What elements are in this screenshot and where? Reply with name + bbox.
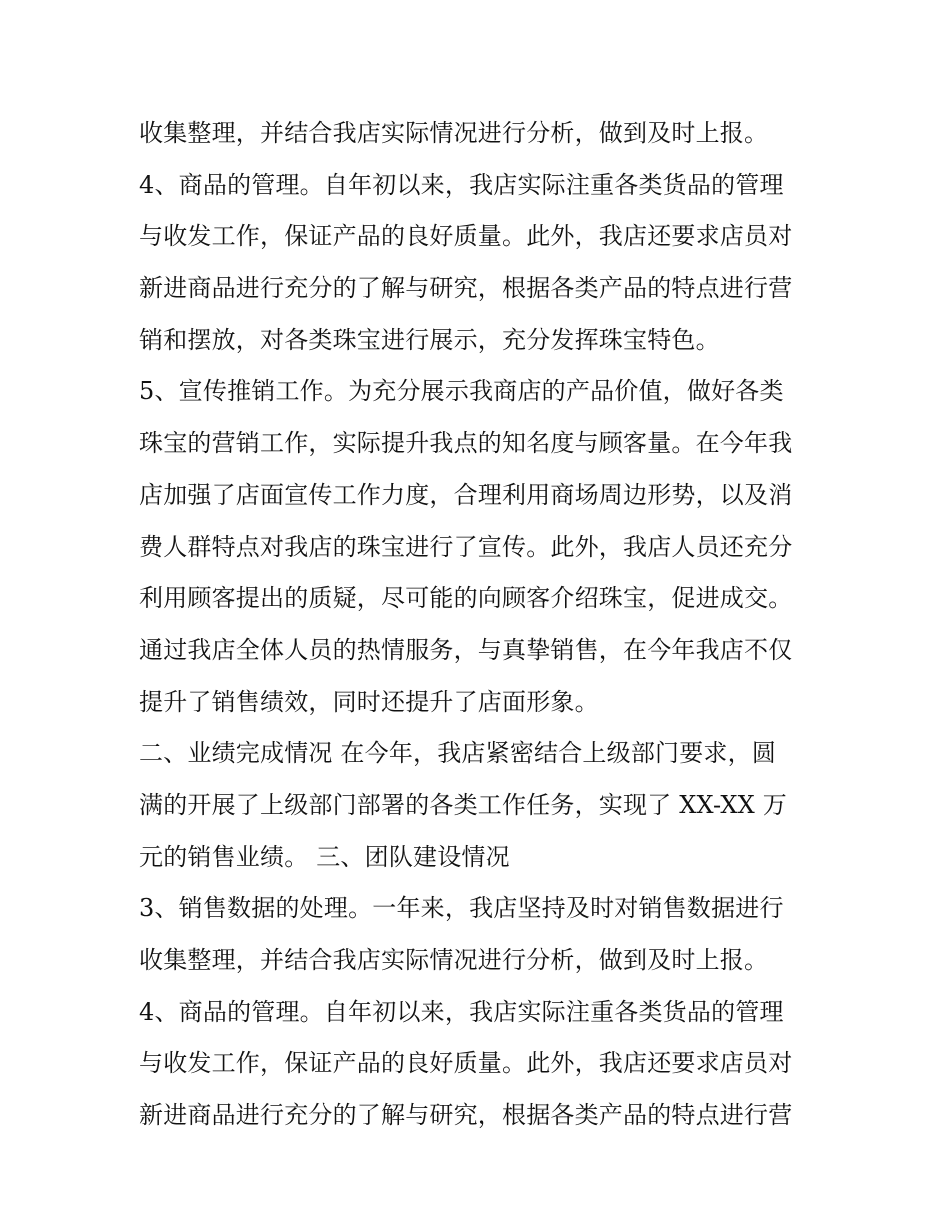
text-line: 与收发工作，保证产品的良好质量。此外，我店还要求店员对 [139,1049,793,1078]
text-line: 通过我店全体人员的热情服务，与真挚销售，在今年我店不仅 [139,635,793,664]
text-line: 4、商品的管理。自年初以来，我店实际注重各类货品的管理 [139,170,784,199]
text-line: 收集整理，并结合我店实际情况进行分析，做到及时上报。 [139,946,769,974]
text-line: 4、商品的管理。自年初以来，我店实际注重各类货品的管理 [139,997,784,1026]
text-line: 与收发工作，保证产品的良好质量。此外，我店还要求店员对 [139,222,793,251]
text-line: 珠宝的营销工作，实际提升我点的知名度与顾客量。在今年我 [139,429,793,458]
text-line: 满的开展了上级部门部署的各类工作任务，实现了 XX-XX 万 [139,790,787,819]
text-line: 店加强了店面宣传工作力度，合理利用商场周边形势，以及消 [139,480,793,509]
text-line: 销和摆放，对各类珠宝进行展示，充分发挥珠宝特色。 [139,325,720,354]
text-line: 新进商品进行充分的了解与研究，根据各类产品的特点进行营 [139,1101,793,1130]
text-line: 利用顾客提出的质疑，尽可能的向顾客介绍珠宝，促进成交。 [139,584,793,613]
text-line: 3、销售数据的处理。一年来，我店坚持及时对销售数据进行 [139,894,784,923]
text-line: 新进商品进行充分的了解与研究，根据各类产品的特点进行营 [139,274,793,303]
text-line: 元的销售业绩。 三、团队建设情况 [139,842,510,871]
text-line: 收集整理，并结合我店实际情况进行分析，做到及时上报。 [139,119,769,147]
text-line: 二、业绩完成情况 在今年，我店紧密结合上级部门要求，圆 [139,739,777,768]
text-line: 5、宣传推销工作。为充分展示我商店的产品价值，做好各类 [139,377,784,406]
document-body [139,108,839,1142]
text-line: 提升了销售绩效，同时还提升了店面形象。 [139,687,599,716]
text-line: 费人群特点对我店的珠宝进行了宣传。此外，我店人员还充分 [139,532,793,561]
